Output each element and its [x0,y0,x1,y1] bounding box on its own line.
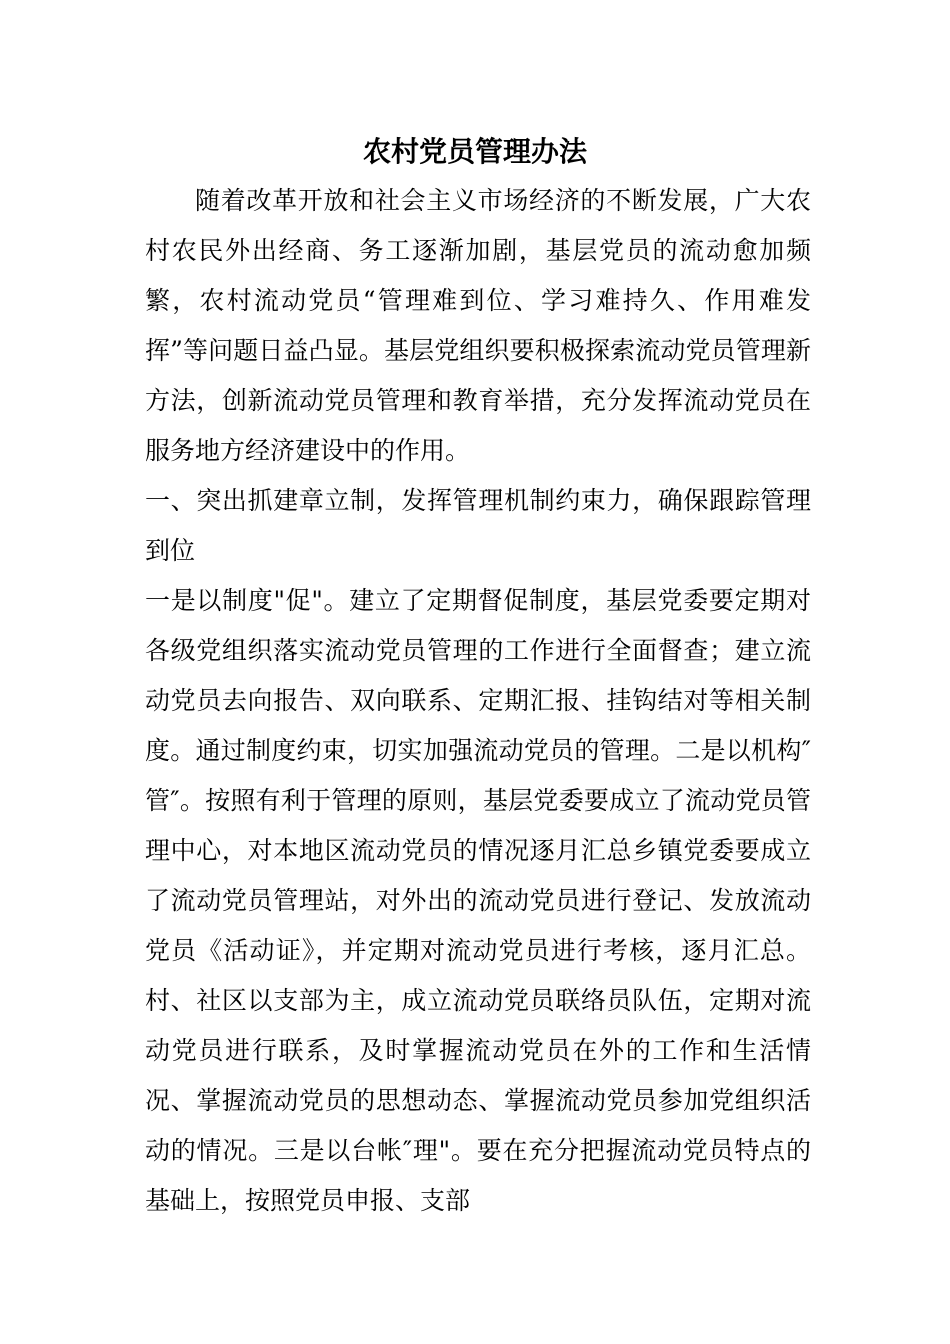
section-heading-1: 一、突出抓建章立制，发挥管理机制约束力，确保跟踪管理到位 [145,486,811,565]
document-body [145,176,811,1226]
intro-paragraph: 随着改革开放和社会主义市场经济的不断发展，广大农村农民外出经商、务工逐渐加剧，基层党员的流动愈加频繁，农村流动党员“管理难到位、学习难持久、作用难发挥”等问题日益凸显。基层党组织要积极探索流动党员管理新方法，创新流动党员管理和教育举措，充分发挥流动党员在服务地方经济建设中的作用。 [145,186,811,465]
section-1-paragraph: 一是以制度"促"。建立了定期督促制度，基层党委要定期对各级党组织落实流动党员管理的工作进行全面督查；建立流动党员去向报告、双向联系、定期汇报、挂钩结对等相关制度。通过制度约束，切实加强流动党员的管理。二是以机构″管″。按照有利于管理的原则，基层党委要成立了流动党员管理中心，对本地区流动党员的情况逐月汇总乡镇党委要成立了流动党员管理站，对外出的流动党员进行登记、发放流动党员《活动证》，并定期对流动党员进行考核，逐月汇总。村、社区以支部为主，成立流动党员联络员队伍，定期对流动党员进行联系，及时掌握流动党员在外的工作和生活情况、掌握流动党员的思想动态、掌握流动党员参加党组织活动的情况。三是以台帐″理"。要在充分把握流动党员特点的基础上，按照党员申报、支部 [145,586,811,1215]
document-title: 农村党员管理办法 [362,135,587,168]
